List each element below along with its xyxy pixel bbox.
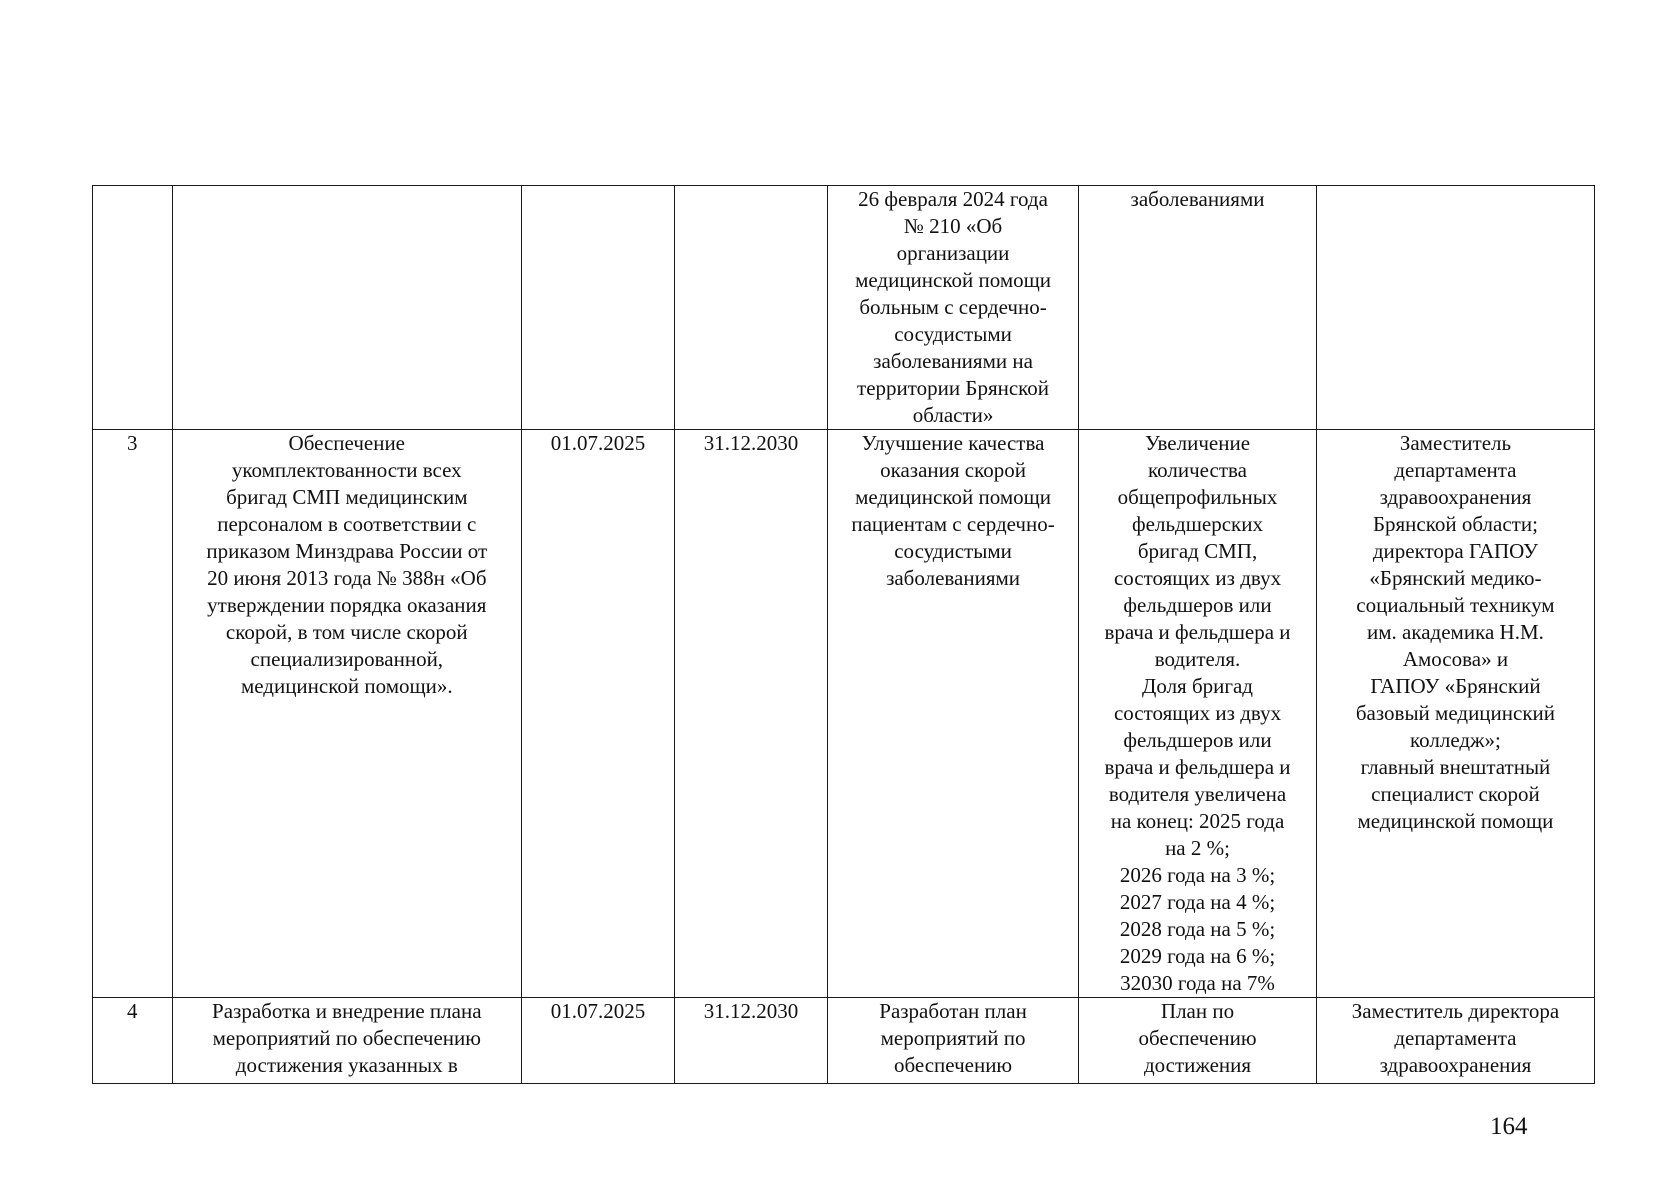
cell-end-date: 31.12.2030: [674, 430, 827, 998]
cell-measure: Обеспечение укомплектованности всех бригад СМП медицинским персоналом в соответствии с приказом Минздрава России от 20 июня 2013 года № 388н «Об утверждении порядка оказания скорой, в том числе скорой специализированной, медицинской помощи».: [172, 430, 521, 998]
cell-number: 3: [93, 430, 173, 998]
cell-number: [93, 186, 173, 430]
cell-responsible: [1316, 186, 1594, 430]
cell-measure: Разработка и внедрение плана мероприятий по обеспечению достижения указанных в: [172, 998, 521, 1084]
cell-responsible: Заместитель департамента здравоохранения Брянской области; директора ГАПОУ «Брянский медико- социальный техникум им. академика Н.М. Амосова» и ГАПОУ «Брянский базовый медицинский колледж»; главный внештатный специалист скорой медицинской помощи: [1316, 430, 1594, 998]
cell-start-date: [521, 186, 674, 430]
cell-indicator: Увеличение количества общепрофильных фельдшерских бригад СМП, состоящих из двух фельдшеров или врача и фельдшера и водителя. Доля бригад состоящих из двух фельдшеров или врача и фельдшера и водителя увеличена на конец: 2025 года на 2 %; 2026 года на 3 %; 2027 года на 4 %; 2028 года на 5 %; 2029 года на 6 %; 32030 года на 7%: [1079, 430, 1317, 998]
page-number: 164: [1490, 1113, 1528, 1140]
cell-responsible: Заместитель директора департамента здравоохранения: [1316, 998, 1594, 1084]
cell-number: 4: [93, 998, 173, 1084]
cell-result: Улучшение качества оказания скорой медицинской помощи пациентам с сердечно- сосудистыми заболеваниями: [827, 430, 1078, 998]
cell-end-date: 31.12.2030: [674, 998, 827, 1084]
cell-start-date: 01.07.2025: [521, 998, 674, 1084]
cell-result: 26 февраля 2024 года № 210 «Об организации медицинской помощи больным с сердечно- сосудистыми заболеваниями на территории Брянской области»: [827, 186, 1078, 430]
cell-result: Разработан план мероприятий по обеспечению: [827, 998, 1078, 1084]
cell-indicator: План по обеспечению достижения: [1079, 998, 1317, 1084]
table-row: [93, 430, 1595, 998]
cell-indicator: заболеваниями: [1079, 186, 1317, 430]
cell-measure: [172, 186, 521, 430]
table-row: [93, 186, 1595, 430]
measures-table: [92, 185, 1595, 1084]
table-row: [93, 998, 1595, 1084]
cell-end-date: [674, 186, 827, 430]
cell-start-date: 01.07.2025: [521, 430, 674, 998]
